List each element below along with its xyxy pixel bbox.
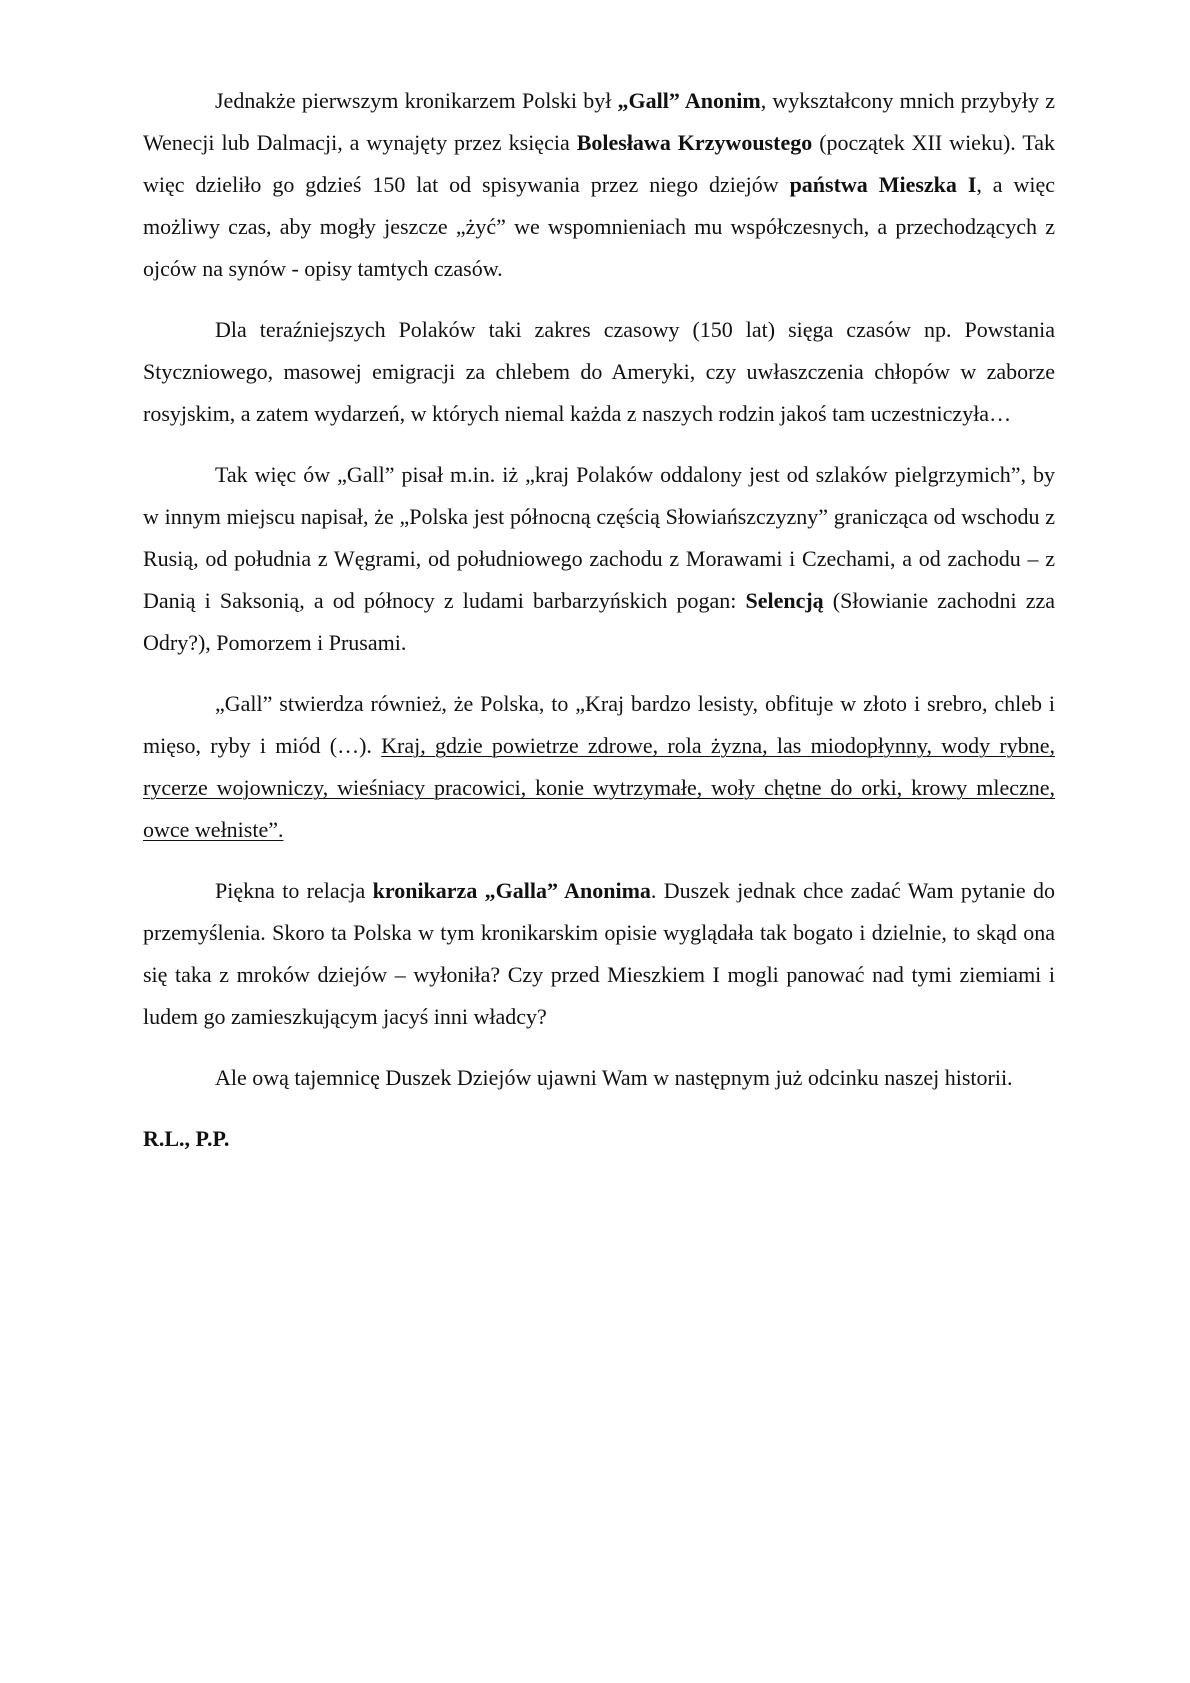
signature-text: R.L., P.P. [143,1126,230,1151]
paragraph-2 [143,309,1055,435]
bold-run: kronikarza „Galla” Anonima [372,878,651,903]
text-run: (Słowianie zachodni zza Odry?), Pomorzem i Prusami. [143,588,1055,655]
bold-run: „Gall” Anonim [617,88,761,113]
bold-run: Bolesława Krzywoustego [576,130,813,155]
paragraph-5 [143,870,1055,1038]
text-run: , wykształcony mnich przybyły z Wenecji lub Dalmacji, a wynajęty przez księcia [143,88,1055,155]
text-run: (początek XII wieku). Tak więc dzieliło go gdzieś 150 lat od spisywania przez niego dziejów [143,130,1056,197]
text-run: . Duszek jednak chce zadać Wam pytanie do przemyślenia. Skoro ta Polska w tym kronikarskim opisie wyglądała tak bogato i dzielnie, to skąd ona się taka z mroków dziejów – wyłoniła? Czy przed Mieszkiem I mogli panować nad tymi ziemiami i ludem go zamieszkującym jacyś inni władcy? [143,878,1055,1029]
paragraph-1 [143,80,1055,290]
paragraph-3 [143,454,1055,664]
text-run: Tak więc ów „Gall” pisał m.in. iż „kraj Polaków oddalony jest od szlaków pielgrzymich”, by w innym miejscu napisał, że „Polska jest północną częścią Słowiańszczyzny” granicząca od wschodu z Rusią, od południa z Węgrami, od południowego zachodu z Morawami i Czechami, a od zachodu – z Danią i Saksonią, a od północy z ludami barbarzyńskich pogan: [143,462,1055,613]
underlined-quote: Kraj, gdzie powietrze zdrowe, rola żyzna, las miodopłynny, wody rybne, rycerze wojowniczy, wieśniacy pracowici, konie wytrzymałe, woły chętne do orki, krowy mleczne, owce wełniste”. [143,733,1055,842]
text-run: , a więc możliwy czas, aby mogły jeszcze „żyć” we wspomnieniach mu współczesnych, a przechodzących z ojców na synów - opisy tamtych czasów. [143,172,1055,281]
signature [143,1118,1055,1160]
text-run: „Gall” stwierdza również, że Polska, to „Kraj bardzo lesisty, obfituje w złoto i srebro, chleb i mięso, ryby i miód (…). [143,691,1055,758]
text-run: Jednakże pierwszym kronikarzem Polski był [215,88,618,113]
bold-run: Selencją [745,588,824,613]
text-run: Piękna to relacja [215,878,373,903]
paragraph-6 [143,1057,1055,1099]
text-run: Dla teraźniejszych Polaków taki zakres czasowy (150 lat) sięga czasów np. Powstania Styczniowego, masowej emigracji za chlebem do Ameryki, czy uwłaszczenia chłopów w zaborze rosyjskim, a zatem wydarzeń, w których niemal każda z naszych rodzin jakoś tam uczestniczyła… [143,317,1055,426]
bold-run: państwa Mieszka I [789,172,977,197]
paragraph-4 [143,683,1055,851]
text-run: Ale ową tajemnicę Duszek Dziejów ujawni Wam w następnym już odcinku naszej historii. [215,1065,1013,1090]
document-page [143,80,1055,1179]
